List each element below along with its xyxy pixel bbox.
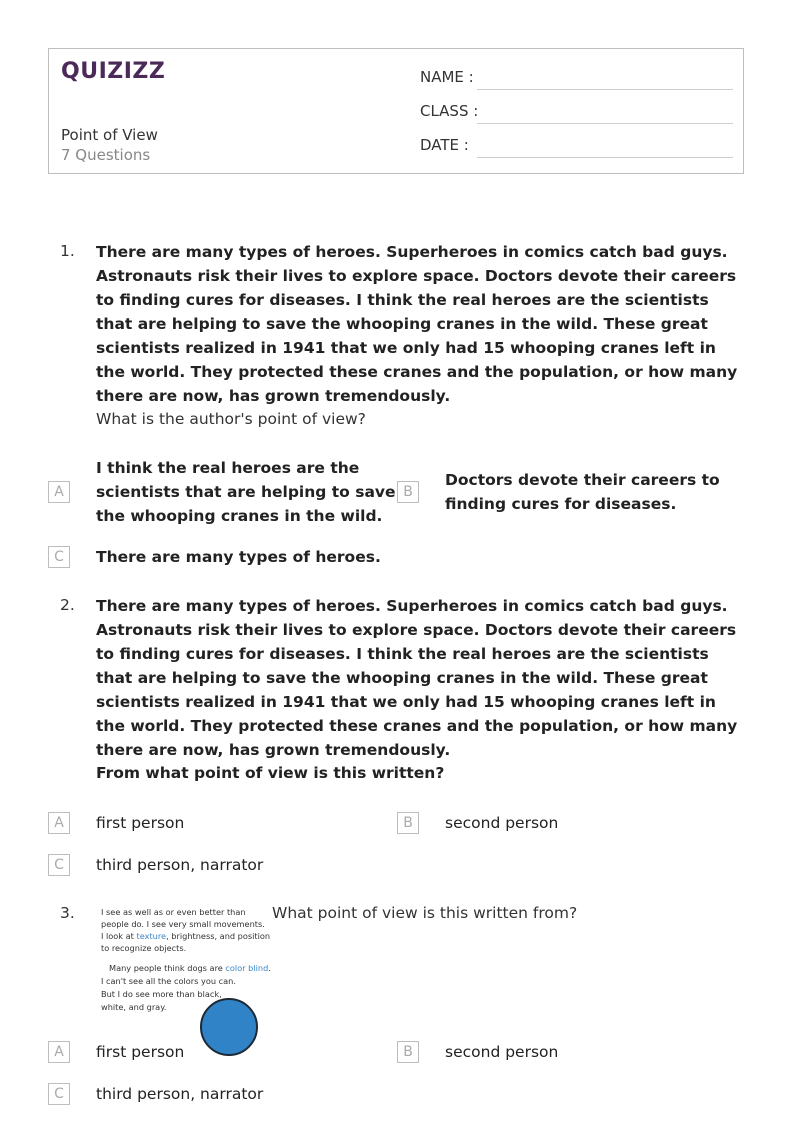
- date-field[interactable]: [420, 136, 733, 158]
- question-count: 7 Questions: [61, 146, 151, 164]
- option-b-box[interactable]: B: [397, 812, 419, 834]
- question-number: 1.: [60, 242, 75, 260]
- option-a-box[interactable]: A: [48, 812, 70, 834]
- option-c-box[interactable]: C: [48, 1083, 70, 1105]
- name-label: NAME :: [420, 68, 474, 86]
- question-prompt: What is the author's point of view?: [96, 410, 366, 428]
- option-b-text[interactable]: Doctors devote their careers to finding cures for diseases.: [445, 471, 720, 513]
- question-prompt: From what point of view is this written?: [96, 764, 445, 782]
- option-c-text[interactable]: third person, narrator: [96, 1085, 264, 1103]
- image-line: I see as well as or even better than: [101, 907, 246, 917]
- worksheet-title: Point of View: [61, 126, 158, 144]
- question-passage: There are many types of heroes. Superheroes in comics catch bad guys. Astronauts risk their lives to explore space. Doctors devote their careers to finding cures for diseases. I think the real heroes are the scientists that are helping to save the whooping cranes in the wild. These great scientists realized in 1941 that we only had 15 whooping cranes left in the world. They protected these cranes and the population, or how many there are now, has grown tremendously.: [96, 243, 738, 405]
- class-field[interactable]: [420, 102, 733, 124]
- option-b-text[interactable]: second person: [445, 814, 559, 832]
- quizizz-logo: QUIZIZZ: [61, 59, 166, 84]
- image-line: But I do see more than black,: [101, 989, 222, 999]
- image-line: I can't see all the colors you can.: [101, 976, 236, 986]
- question-prompt: What point of view is this written from?: [272, 904, 578, 922]
- option-a-box[interactable]: A: [48, 481, 70, 503]
- image-line: Many people think dogs are color blind.: [109, 963, 271, 973]
- question-number: 3.: [60, 904, 75, 922]
- option-c-text[interactable]: third person, narrator: [96, 856, 264, 874]
- date-line[interactable]: [477, 157, 733, 158]
- worksheet-header: [48, 48, 744, 174]
- question-number: 2.: [60, 596, 75, 614]
- option-a-box[interactable]: A: [48, 1041, 70, 1063]
- option-a-text[interactable]: first person: [96, 1043, 185, 1061]
- class-line[interactable]: [477, 123, 733, 124]
- class-label: CLASS :: [420, 102, 479, 120]
- option-a-text[interactable]: I think the real heroes are the scientists that are helping to save the whooping cranes in the wild.: [96, 459, 396, 525]
- question-image: [97, 900, 271, 1015]
- image-line: people do. I see very small movements.: [101, 919, 265, 929]
- option-b-text[interactable]: second person: [445, 1043, 559, 1061]
- image-line: I look at texture, brightness, and position: [101, 931, 271, 941]
- option-b-box[interactable]: B: [397, 1041, 419, 1063]
- name-field[interactable]: [420, 68, 733, 90]
- name-line[interactable]: [477, 89, 733, 90]
- image-line: white, and gray.: [101, 1002, 167, 1012]
- image-line: to recognize objects.: [101, 943, 187, 953]
- option-c-text[interactable]: There are many types of heroes.: [96, 548, 381, 566]
- question-passage: There are many types of heroes. Superheroes in comics catch bad guys. Astronauts risk their lives to explore space. Doctors devote their careers to finding cures for diseases. I think the real heroes are the scientists that are helping to save the whooping cranes in the wild. These great scientists realized in 1941 that we only had 15 whooping cranes left in the world. They protected these cranes and the population, or how many there are now, has grown tremendously.: [96, 597, 738, 759]
- date-label: DATE :: [420, 136, 469, 154]
- option-b-box[interactable]: B: [397, 481, 419, 503]
- option-a-text[interactable]: first person: [96, 814, 185, 832]
- option-c-box[interactable]: C: [48, 546, 70, 568]
- blue-circle-icon: [200, 998, 258, 1056]
- option-c-box[interactable]: C: [48, 854, 70, 876]
